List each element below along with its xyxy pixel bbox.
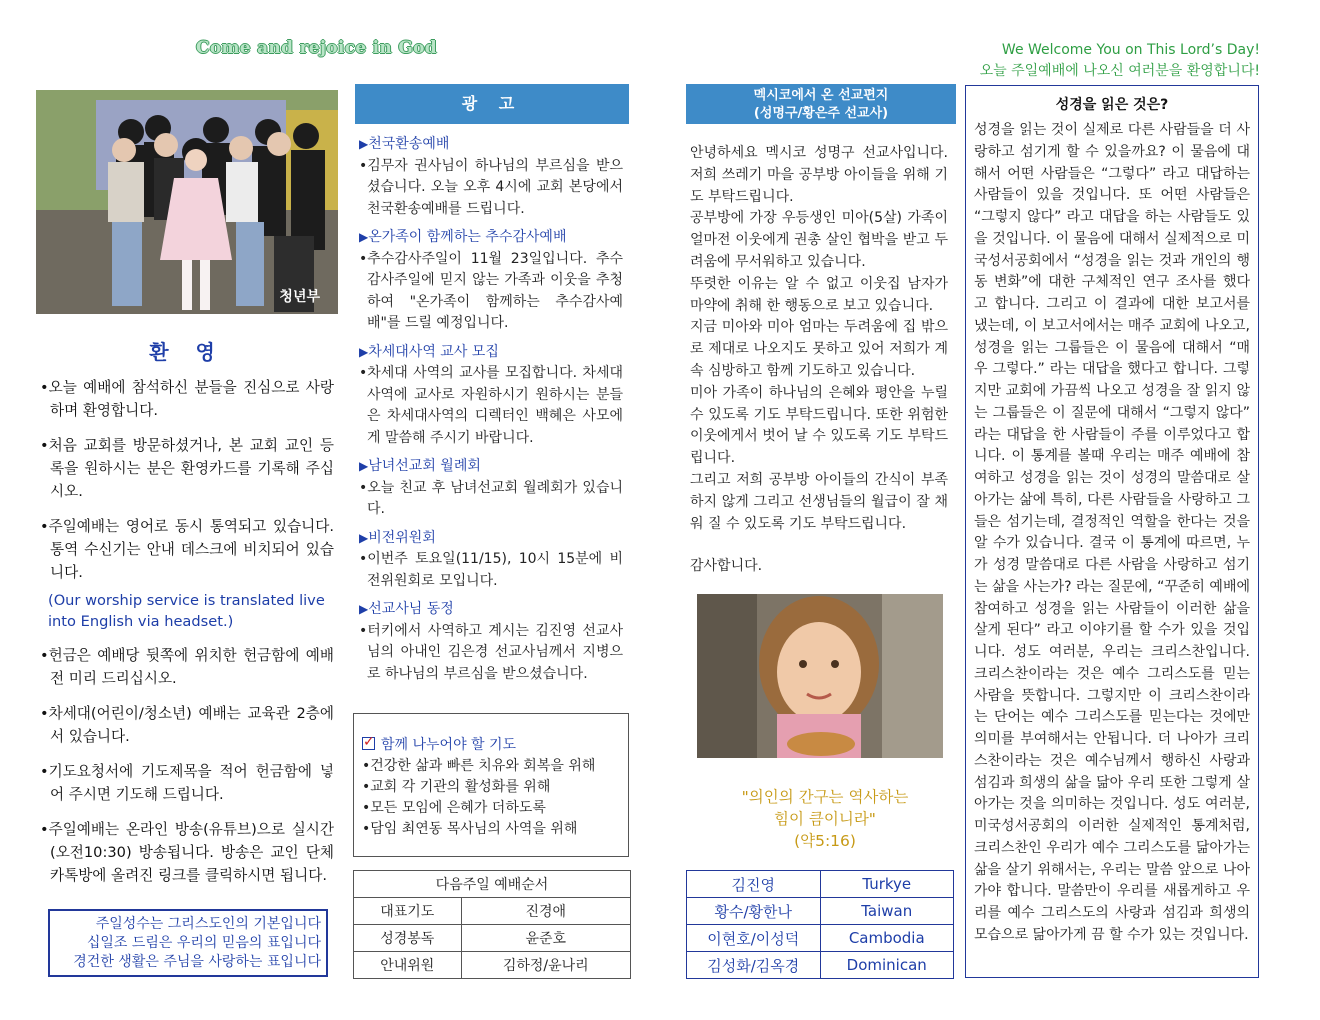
mission-letter-authors: (성명구/황은주 선교사) [753, 106, 889, 121]
announcement-body: •오늘 친교 후 남녀선교회 월례회가 있습니다. [359, 479, 623, 517]
table-row [687, 898, 954, 925]
announcement-body: •차세대 사역의 교사를 모집합니다. 차세대 사역에 교사로 자원하시기 원하시는 분들은 차세대사역의 디렉터인 백혜은 사모에게 말씀해 주시기 바랍니다. [359, 365, 623, 446]
triangle-right-icon: ▶ [359, 602, 369, 616]
table-row [687, 925, 954, 952]
order-person: 김하정/윤나리 [461, 952, 631, 979]
announcement-item [359, 227, 623, 335]
announcement-item [359, 134, 623, 220]
missionary-name: 이현호/이성덕 [687, 925, 821, 952]
announcement-title: 차세대사역 교사 모집 [368, 343, 499, 360]
welcome-korean: 오늘 주일예배에 나오신 여러분을 환영합니다! [979, 63, 1260, 79]
welcome-item: •처음 교회를 방문하셨거나, 본 교회 교인 등록을 원하시는 분은 환영카드를 기록해 주십시오. [40, 437, 334, 500]
mission-letter-header [686, 84, 956, 124]
order-table-title: 다음주일 예배순서 [354, 871, 631, 898]
announcement-body: •추수감사주일이 11월 23일입니다. 추수감사주일에 믿지 않는 가족과 이웃을 추청하여 "온가족이 함께하는 추수감사예배"를 드릴 예정입니다. [359, 250, 623, 331]
missionary-country: Cambodia [820, 925, 954, 952]
announcement-title: 선교사님 동정 [368, 601, 454, 617]
child-photo [697, 594, 943, 758]
welcome-item: •헌금은 예배당 뒷쪽에 위치한 헌금함에 예배전 미리 드리십시오. [40, 647, 334, 687]
table-row [354, 925, 631, 952]
youth-group-photo-illustration [36, 90, 338, 314]
next-week-order-table [353, 870, 631, 979]
welcome-item: •오늘 예배에 참석하신 분들을 진심으로 사랑하며 환영합니다. [40, 379, 334, 419]
announcement-item [359, 342, 623, 450]
triangle-right-icon: ▶ [359, 344, 369, 359]
announcement-item [359, 456, 623, 521]
header-welcome [980, 40, 1260, 82]
prayer-item: •교회 각 기관의 활성화를 위해 [362, 779, 551, 795]
missionary-country: Dominican [820, 952, 954, 979]
bible-verse [690, 786, 960, 852]
box-line: 경건한 생활은 주님을 사랑하는 표입니다 [73, 954, 321, 970]
welcome-list [40, 376, 334, 899]
order-person: 진경애 [461, 898, 631, 925]
youth-group-label: 청년부 [279, 289, 320, 305]
announcements-header: 광 고 [355, 84, 629, 124]
missionary-name: 김성화/김옥경 [687, 952, 821, 979]
table-row [687, 952, 954, 979]
welcome-item: •주일예배는 온라인 방송(유튜브)으로 실시간 (오전10:30) 방송됩니다. 방송은 교인 단체 카톡방에 올려진 링크를 클릭하시면 됩니다. [40, 821, 334, 884]
letter-paragraph: 안녕하세요 멕시코 성명구 선교사입니다. 저희 쓰레기 마을 공부방 아이들을 위해 기도 부탁드립니다. [690, 145, 948, 205]
letter-paragraph: 뚜렷한 이유는 알 수 없고 이웃집 남자가 마약에 취해 한 행동으로 보고 있습니다. [690, 275, 948, 314]
missionary-name: 황수/황한나 [687, 898, 821, 925]
prayer-title: 함께 나누어야 할 기도 [381, 737, 517, 753]
missionary-name: 김진영 [687, 871, 821, 898]
box-line: 십일조 드림은 우리의 믿음의 표입니다 [86, 935, 321, 951]
missionary-table [686, 870, 954, 979]
letter-paragraph: 미아 가족이 하나님의 은혜와 평안을 누릴 수 있도록 기도 부탁드립니다. 또한 위험한 이웃에게서 벗어 날 수 있도록 기도 부탁드립니다. [690, 384, 948, 467]
missionary-country: Turkye [820, 871, 954, 898]
missionary-country: Taiwan [820, 898, 954, 925]
verse-reference: (약5:16) [794, 832, 856, 850]
announcement-title: 온가족이 함께하는 추수감사예배 [368, 229, 567, 245]
welcome-item: •주일예배는 영어로 동시 통역되고 있습니다. 통역 수신기는 안내 데스크에 비치되어 있습니다. [40, 518, 334, 581]
youth-group-photo [36, 90, 338, 314]
mission-letter-body [690, 143, 948, 578]
letter-paragraph: 지금 미아와 미아 엄마는 두려움에 집 밖으로 제대로 나오지도 못하고 있어 저희가 계속 심방하고 함께 기도하고 있습니다. [690, 319, 948, 379]
triangle-right-icon: ▶ [359, 530, 369, 545]
announcement-title: 남녀선교회 월례회 [368, 458, 481, 474]
order-person: 윤준호 [461, 925, 631, 952]
triangle-right-icon: ▶ [359, 230, 369, 244]
triangle-right-icon: ▶ [359, 137, 369, 151]
letter-paragraph: 그리고 저희 공부방 아이들의 간식이 부족하지 않게 그리고 선생님들의 월급이 잘 채워 질 수 있도록 기도 부탁드립니다. [690, 471, 948, 532]
prayer-box [353, 713, 629, 857]
article-title: 성경을 읽은 것은? [1055, 97, 1169, 113]
triangle-right-icon: ▶ [359, 459, 369, 473]
mission-letter-title: 멕시코에서 온 선교편지 [753, 88, 889, 103]
order-role: 대표기도 [354, 898, 462, 925]
header-motto: Come and rejoice in God [196, 38, 437, 58]
box-line: 주일성수는 그리스도인의 기본입니다 [95, 916, 321, 932]
welcome-title: 환 영 [149, 340, 225, 364]
letter-paragraph: 공부방에 가장 우등생인 미아(5살) 가족이 얼마전 이웃에게 권총 살인 협박을 받고 두려움에 무서워하고 있습니다. [690, 210, 948, 270]
order-role: 성경봉독 [354, 925, 462, 952]
prayer-item: •건강한 삶과 빠른 치유와 회복을 위해 [362, 758, 596, 774]
announcement-item [359, 528, 623, 593]
table-row [687, 871, 954, 898]
announcement-title: 천국환송예배 [368, 136, 450, 152]
welcome-item: •차세대(어린이/청소년) 예배는 교육관 2층에서 있습니다. [40, 705, 334, 745]
announcement-body: •터키에서 사역하고 계시는 김진영 선교사님의 아내인 김은경 선교사님께서 지병으로 하나님의 부르심을 받으셨습니다. [359, 622, 623, 682]
bible-reading-article [965, 85, 1259, 978]
article-body: 성경을 읽는 것이 실제로 다른 사람들을 더 사랑하고 섬기게 할 수 있을까요? 이 물음에 대해서 어떤 사람들은 “그렇다” 라고 대답하는 사람들이 있을 것입니다. 또 어떤 사람들은 “그렇지 않다” 라고 대답을 하는 사람들도 있을 것입니다. 이 물음에 대해서 실제적으로 미국성서공회에서 “성경을 읽는 것과 개인의 행동 변화”에 대한 구체적인 연구 조사를 했다고 합니다. 그리고 이 결과에 대한 보고서를 냈는데, 이 보고서에서는 매주 교회에 나오고, 성경을 읽는 그룹들은 이 물음에 대해서 “매우 그렇다.” 라는 대답을 했다고 합니다. 그렇지만 교회에 가끔씩 나오고 성경을 잘 읽지 않는 그룹들은 이 질문에 대해서 “그렇지 않다” 라는 대답을 한 사람들이 주를 이루었다고 합니다. 이 통계를 볼때 우리는 매주 예배에 참여하고 성경을 읽는 것이 성경의 말씀대로 살아가는 삶에 특히, 다른 사람들을 사랑하고 그들은 섬기는데, 결정적인 역할을 한다는 것을 알 수가 있습니다. 결국 이 통계에 따르면, 누가 성경 말씀대로 다른 사람을 사랑하고 섬기는 삶을 사는가? 라는 질문에, “꾸준히 예배에 참여하고 성경을 읽는 사람들이 이러한 삶을 살게 된다” 라고 이야기를 할 수가 있을 것입니다. 성도 여러분, 우리는 크리스찬입니다. 크리스찬이라는 것은 예수 그리스도를 믿는 사람을 뜻합니다. 그렇지만 이 크리스찬이라는 단어는 예수 그리스도를 믿는다는 것에만 의미를 부여해서는 안됩니다. 더 나아가 크리스찬이라는 것은 예수님께서 행하신 사랑과 섬김과 희생의 삶을 닮아 우리 또한 그렇게 살아가는 것을 의미하는 것입니다. 성도 여러분, 미국성서공회의 이러한 실제적인 통계처럼, 크리스찬인 우리가 예수 그리스도를 닮아가는 삶을 살기 위해서는, 우리는 말씀 앞으로 나아가야 합니다. 말씀만이 우리를 새롭게하고 우리를 예수 그리스도의 사랑과 섬김과 희생의 모습으로 닮아가게 끔 할 수가 있는 것입니다. [974, 122, 1250, 943]
announcement-body: •김무자 권사님이 하나님의 부르심을 받으셨습니다. 오늘 오후 4시에 교회 본당에서 천국환송예배를 드립니다. [359, 157, 623, 217]
welcome-english: We Welcome You on This Lord’s Day! [1001, 42, 1260, 58]
christian-life-box [48, 909, 328, 977]
announcement-body: •이번주 토요일(11/15), 10시 15분에 비전위원회로 모입니다. [359, 551, 623, 589]
table-row [354, 898, 631, 925]
announcements-list [359, 134, 623, 692]
announcement-title: 비전위원회 [368, 529, 436, 546]
checkbox-icon [362, 737, 375, 750]
english-translation-note: (Our worship service is translated live into English via headset.) [48, 592, 325, 630]
announcement-item [359, 599, 623, 685]
order-role: 안내위원 [354, 952, 462, 979]
verse-line: "의인의 간구는 역사하는 [741, 788, 909, 806]
letter-closing: 감사합니다. [690, 558, 763, 575]
prayer-item: •모든 모임에 은혜가 더하도록 [362, 800, 546, 816]
table-row [354, 952, 631, 979]
child-photo-illustration [697, 594, 943, 758]
prayer-item: •담임 최연동 목사님의 사역을 위해 [362, 821, 578, 837]
verse-line: 힘이 큼이니라" [774, 810, 876, 828]
welcome-item: •기도요청서에 기도제목을 적어 헌금함에 넣어 주시면 기도해 드립니다. [40, 763, 334, 803]
